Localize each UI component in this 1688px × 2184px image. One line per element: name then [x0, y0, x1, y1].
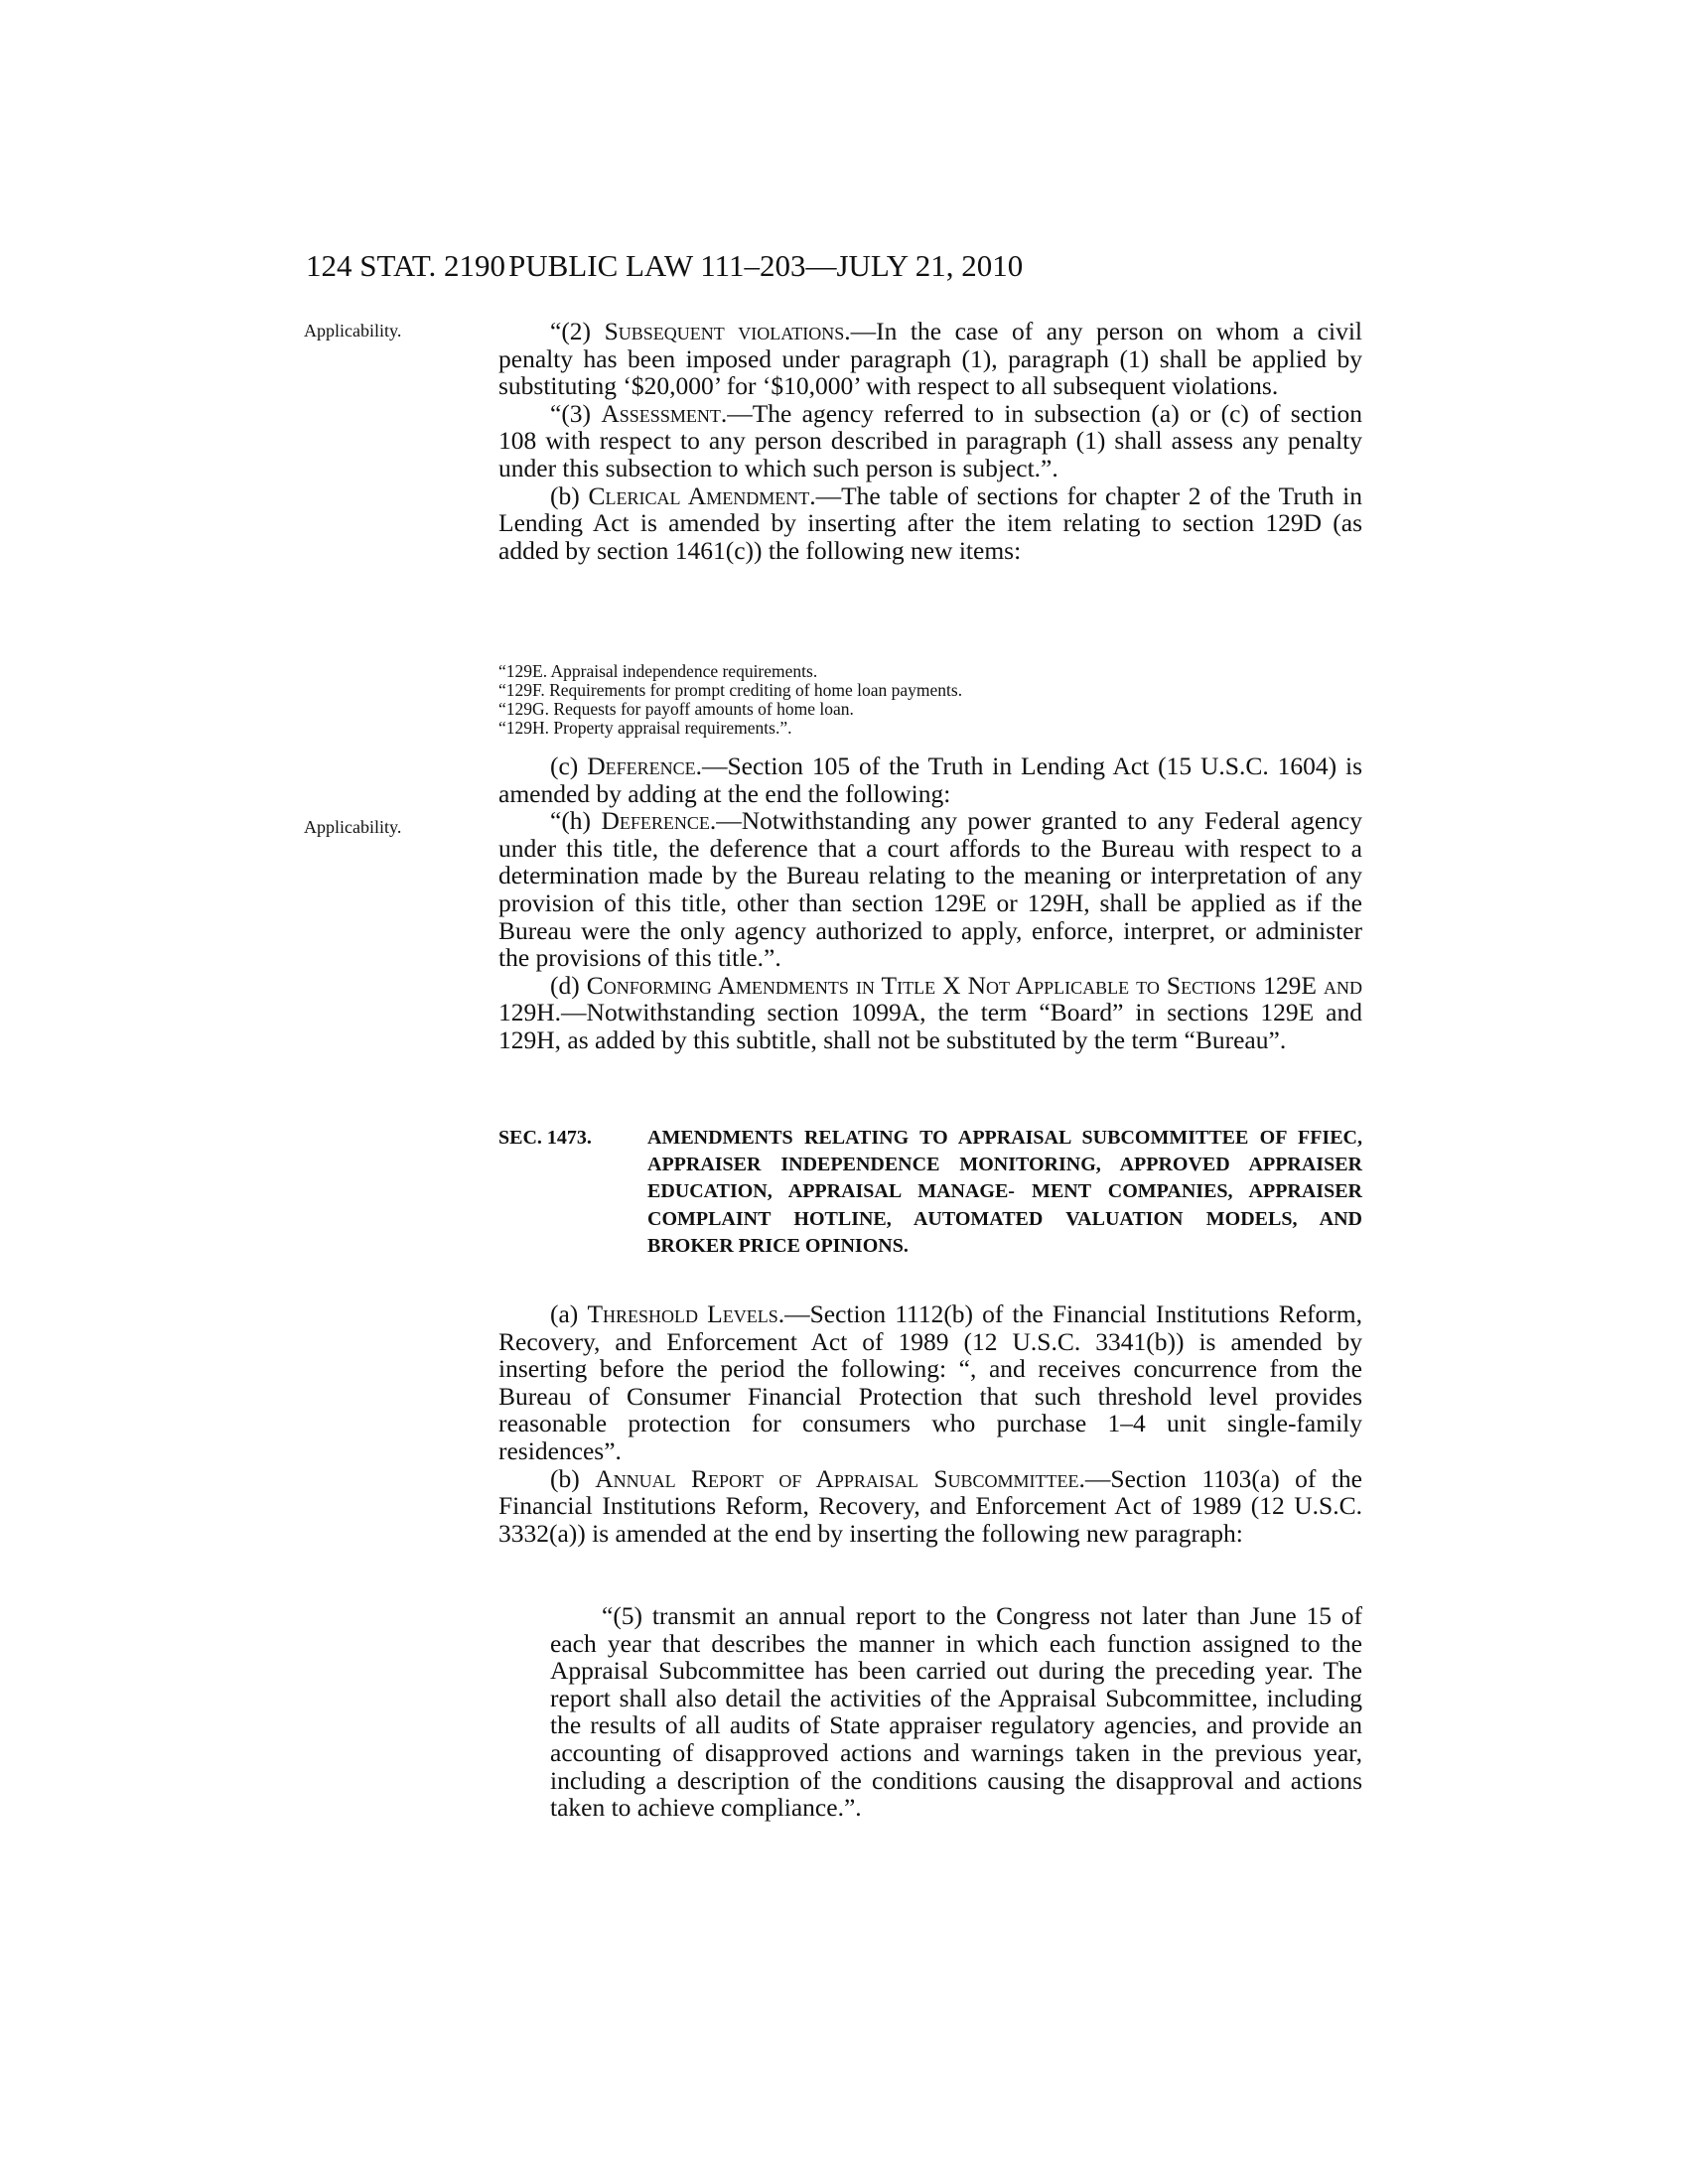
paragraph-subsequent-violations: “(2) Subsequent violations.—In the case of any person on whom a civil penalty has been imposed under paragraph (1), paragraph (1) shall be applied by substituting ‘$20,000’ for ‘$10,000’ with respect to all subsequent violations.	[498, 317, 1362, 401]
text-block-3	[498, 1300, 1362, 1547]
section-heading	[498, 1125, 1362, 1257]
paragraph-annual-report: (b) Annual Report of Appraisal Subcommittee.—Section 1103(a) of the Financial Institutions Reform, Recovery, and Enforcement Act of 1989 (12 U.S.C. 3332(a)) is amended at the end by inserting the following new paragraph:	[498, 1463, 1363, 1548]
toc-item: “129E. Appraisal independence requirements.	[498, 661, 818, 681]
paragraph-deference-c: (c) Deference.—Section 105 of the Truth in Lending Act (15 U.S.C. 1604) is amended by adding at the end the following:	[498, 751, 1362, 808]
paragraph-transmit-annual-report: “(5) transmit an annual report to the Congress not later than June 15 of each year that describes the manner in which each function assigned to the Appraisal Subcommittee has been carried out during the preceding year. The report shall also detail the activities of the Appraisal Subcommittee, including the results of all audits of State appraiser regulatory agencies, and provide an accounting of disapproved actions and warnings taken in the previous year, including a description of the conditions causing the disapproval and actions taken to achieve compliance.”.	[550, 1601, 1362, 1823]
section-number: SEC. 1473.	[498, 1127, 592, 1149]
margin-note-applicability-2: Applicability.	[304, 817, 402, 837]
toc-item: “129G. Requests for payoff amounts of home loan.	[498, 699, 854, 719]
text-block-1	[498, 318, 1362, 564]
toc-item: “129F. Requirements for prompt crediting of home loan payments.	[498, 680, 963, 700]
statute-page-number: 124 STAT. 2190	[306, 248, 506, 283]
paragraph-conforming-amendments: (d) Conforming Amendments in Title X Not Applicable to Sections 129E and 129H.—Notwithstanding section 1099A, the term “Board” in sections 129E and 129H, as added by this subtitle, shall not be substituted by the term “Bureau”.	[498, 970, 1363, 1054]
public-law-title: PUBLIC LAW 111–203—JULY 21, 2010	[508, 248, 1024, 283]
section-title: AMENDMENTS RELATING TO APPRAISAL SUBCOMMITTEE OF FFIEC, APPRAISER INDEPENDENCE MONITORING, APPROVED APPRAISER EDUCATION, APPRAISAL MANAGE- MENT COMPANIES, APPRAISER COMPLAINT HOTLINE, AUTOMATED VALUATION MODELS, AND BROKER PRICE OPINIONS.	[647, 1127, 1362, 1257]
quoted-paragraph-5	[550, 1602, 1362, 1822]
paragraph-clerical-amendment: (b) Clerical Amendment.—The table of sections for chapter 2 of the Truth in Lending Act is amended by inserting after the item relating to section 129D (as added by section 1461(c)) the following new items:	[498, 480, 1363, 565]
page-header	[0, 248, 1688, 288]
margin-note-applicability-1: Applicability.	[304, 321, 402, 341]
toc-item: “129H. Property appraisal requirements.”.	[498, 718, 792, 738]
table-of-sections	[498, 662, 962, 738]
paragraph-threshold-levels: (a) Threshold Levels.—Section 1112(b) of the Financial Institutions Reform, Recovery, and Enforcement Act of 1989 (12 U.S.C. 3341(b)) is amended by inserting before the period the following: “, and receives concurrence from the Bureau of Consumer Financial Protection that such threshold level provides reasonable protection for consumers who purchase 1–4 unit single-family residences”.	[498, 1299, 1362, 1465]
text-block-2	[498, 752, 1362, 1054]
paragraph-deference-h: “(h) Deference.—Notwithstanding any power granted to any Federal agency under this title, the deference that a court affords to the Bureau with respect to a determination made by the Bureau relating to the meaning or interpretation of any provision of this title, other than section 129E or 129H, shall be applied as if the Bureau were the only agency authorized to apply, enforce, interpret, or administer the provisions of this title.”.	[498, 806, 1362, 973]
paragraph-assessment: “(3) Assessment.—The agency referred to in subsection (a) or (c) of section 108 with respect to any person described in paragraph (1) shall assess any penalty under this subsection to which such person is subject.”.	[498, 398, 1362, 482]
